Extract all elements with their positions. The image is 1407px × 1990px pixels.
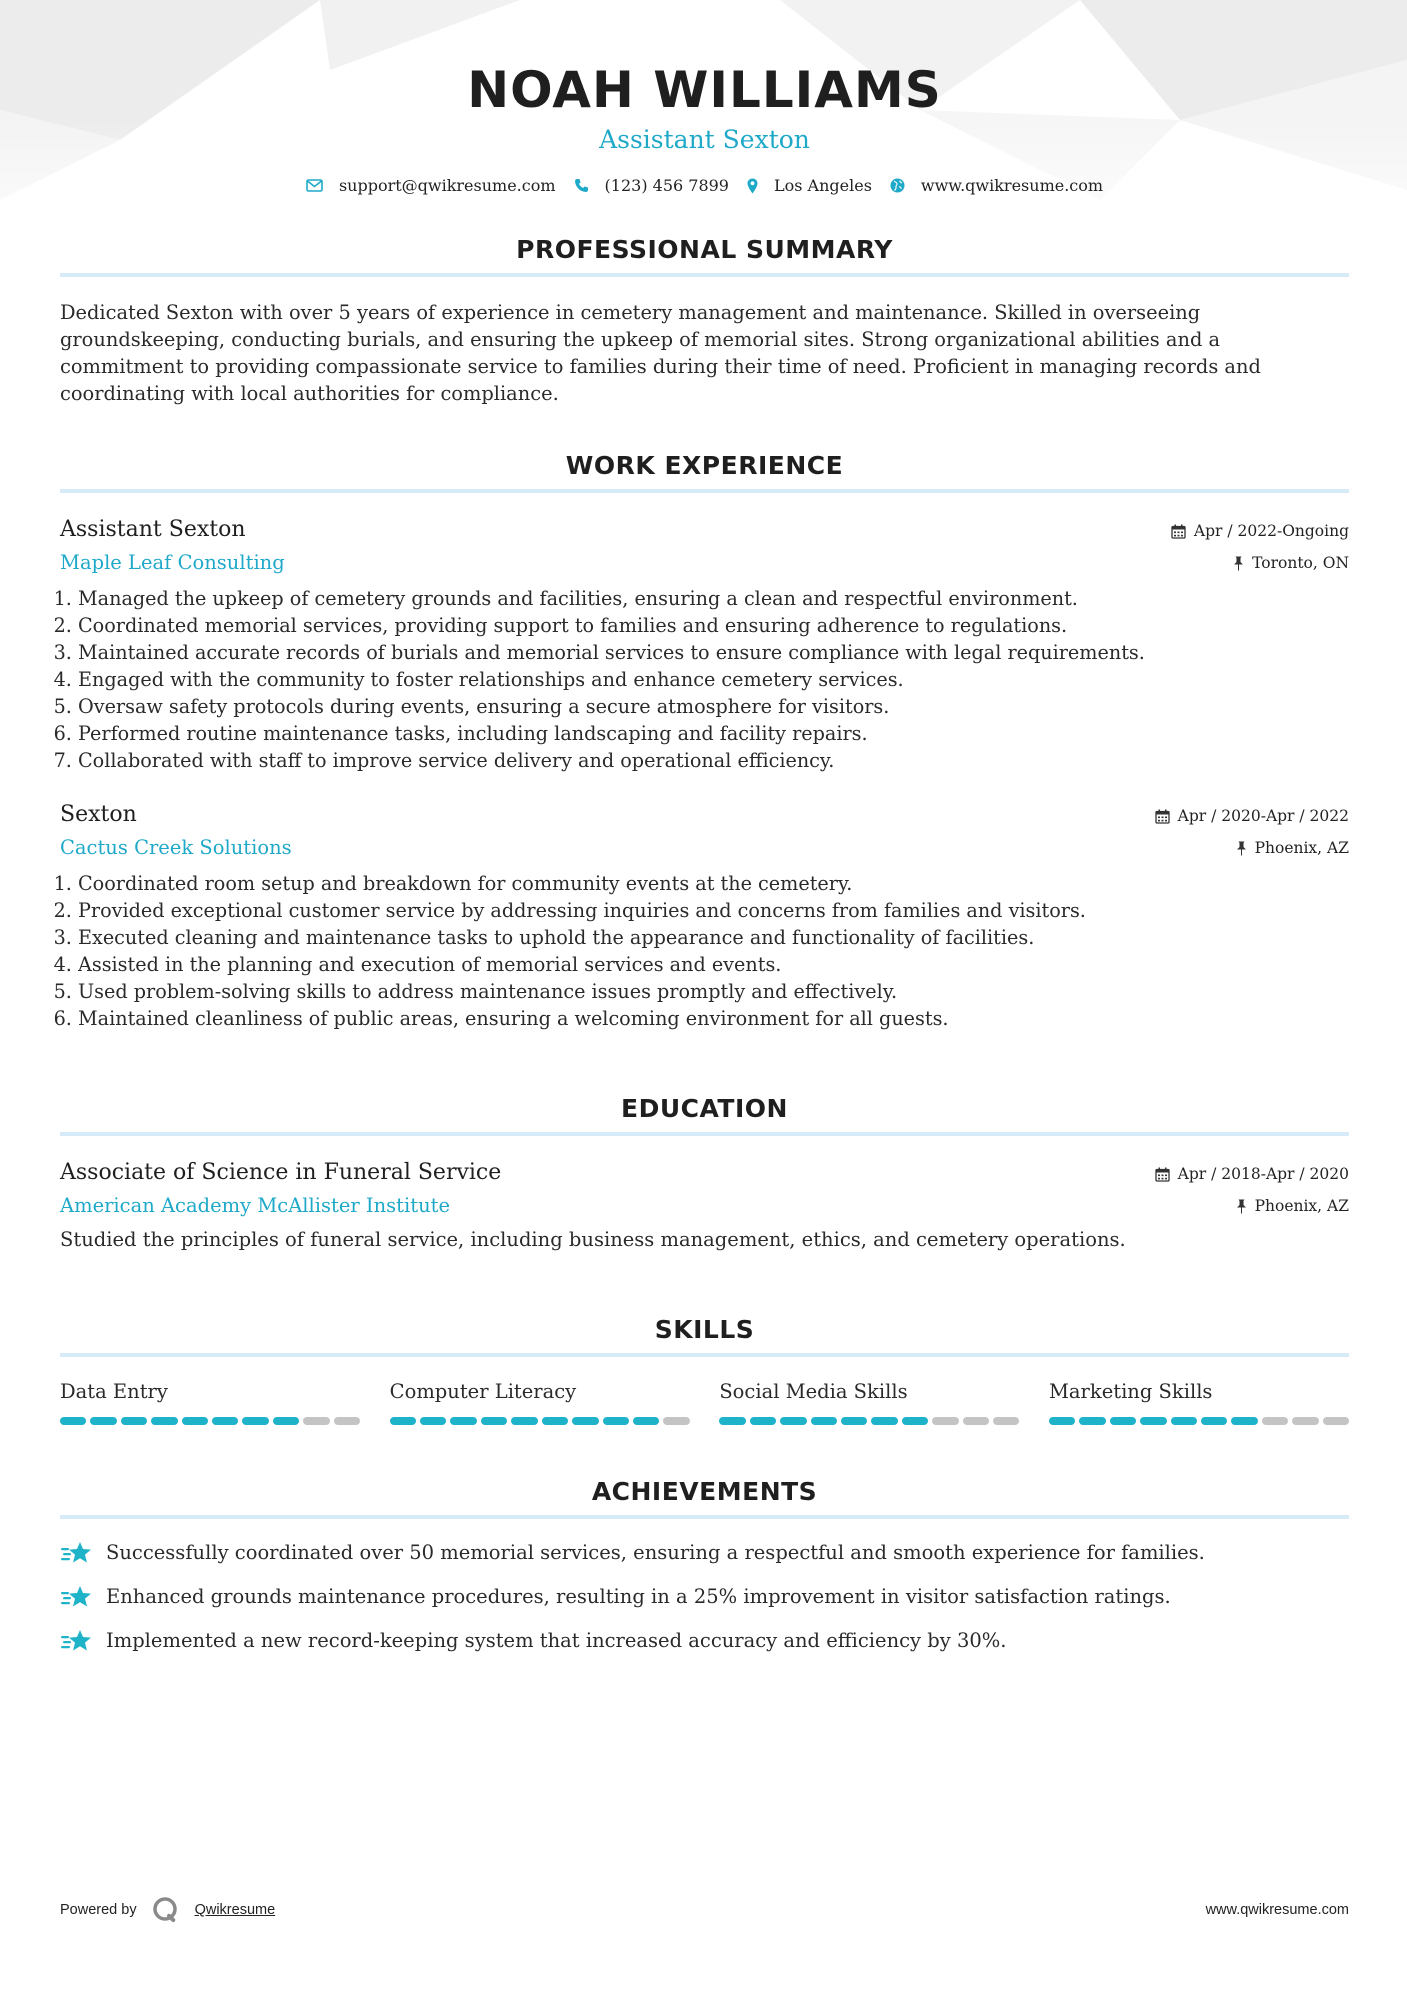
skill-segment-filled <box>212 1417 238 1425</box>
achievement-text: Enhanced grounds maintenance procedures, resulting in a 25% improvement in visitor satisfaction ratings. <box>106 1585 1171 1608</box>
list-item: 4. Engaged with the community to foster relationships and enhance cemetery services. <box>78 666 1349 693</box>
section-divider <box>60 273 1349 277</box>
list-item <box>60 1583 1349 1611</box>
section-divider <box>60 1132 1349 1136</box>
skill-segment-filled <box>780 1417 806 1425</box>
list-item: 2. Coordinated memorial services, providing support to families and ensuring adherence to regulations. <box>78 612 1349 639</box>
powered-by-label: Powered by <box>60 1902 137 1918</box>
skill-segment-empty <box>1292 1417 1318 1425</box>
list-item: 7. Collaborated with staff to improve service delivery and operational efficiency. <box>78 747 1349 774</box>
skill-item <box>719 1379 1019 1425</box>
skill-segment-filled <box>603 1417 629 1425</box>
skill-segment-empty <box>1262 1417 1288 1425</box>
list-item <box>60 1539 1349 1567</box>
resume-header <box>60 0 1349 195</box>
skill-segment-filled <box>182 1417 208 1425</box>
shooting-star-icon <box>60 1584 94 1610</box>
candidate-name: NOAH WILLIAMS <box>467 61 942 119</box>
job-entry <box>60 515 1349 774</box>
summary-text: Dedicated Sexton with over 5 years of experience in cemetery management and maintenance. Skilled in overseeing groundskeeping, conducting burials, and ensuring the upkeep of memorial sites. Strong organizational abilities and a commitment to providing compassionate service to families during their time of need. Proficient in managing records and coordinating with local authorities for compliance. <box>60 301 1261 405</box>
skill-item <box>1049 1379 1349 1425</box>
skill-segment-filled <box>1110 1417 1136 1425</box>
list-item: 2. Provided exceptional customer service by addressing inquiries and concerns from families and visitors. <box>78 897 1349 924</box>
list-item <box>60 1627 1349 1655</box>
skill-segment-filled <box>542 1417 568 1425</box>
contact-location-text: Los Angeles <box>773 176 872 195</box>
achievements-heading: ACHIEVEMENTS <box>591 1477 818 1506</box>
job-location: Phoenix, AZ <box>1254 839 1349 857</box>
contact-phone[interactable] <box>574 176 729 195</box>
skill-segment-filled <box>719 1417 745 1425</box>
education-dates: Apr / 2018-Apr / 2020 <box>1177 1165 1349 1183</box>
skill-name: Social Media Skills <box>719 1380 908 1403</box>
job-dates: Apr / 2022-Ongoing <box>1193 522 1349 540</box>
job-location: Toronto, ON <box>1252 554 1349 572</box>
page-footer <box>60 1895 1349 1925</box>
skills-section <box>60 1313 1349 1425</box>
experience-section <box>60 449 1349 1032</box>
skill-item <box>390 1379 690 1425</box>
calendar-icon <box>1155 809 1170 824</box>
contact-location <box>747 176 872 195</box>
skill-segment-filled <box>242 1417 268 1425</box>
skill-name: Computer Literacy <box>389 1380 577 1403</box>
contact-bar <box>60 176 1349 195</box>
achievement-text: Implemented a new record-keeping system that increased accuracy and efficiency by 30%. <box>106 1629 1007 1652</box>
education-heading: EDUCATION <box>621 1094 788 1123</box>
skill-segment-filled <box>841 1417 867 1425</box>
skill-segment-filled <box>511 1417 537 1425</box>
skill-segment-filled <box>60 1417 86 1425</box>
globe-icon <box>890 178 905 193</box>
skill-rating <box>719 1417 1019 1425</box>
skill-segment-empty <box>663 1417 689 1425</box>
skill-segment-filled <box>121 1417 147 1425</box>
pushpin-icon <box>1236 841 1247 856</box>
job-company: Maple Leaf Consulting <box>60 551 285 574</box>
footer-website[interactable]: www.qwikresume.com <box>1205 1902 1349 1918</box>
skill-segment-filled <box>1231 1417 1257 1425</box>
calendar-icon <box>1155 1167 1170 1182</box>
skill-name: Marketing Skills <box>1048 1380 1213 1403</box>
education-location: Phoenix, AZ <box>1254 1197 1349 1215</box>
skill-segment-filled <box>750 1417 776 1425</box>
section-divider <box>60 489 1349 493</box>
education-description: Studied the principles of funeral service, including business management, ethics, and cemetery operations. <box>60 1228 1126 1251</box>
achievement-text: Successfully coordinated over 50 memorial services, ensuring a respectful and smooth experience for families. <box>106 1541 1205 1564</box>
achievements-list <box>60 1539 1349 1655</box>
skill-segment-filled <box>90 1417 116 1425</box>
job-duties-list <box>60 585 1349 774</box>
education-section <box>60 1092 1349 1253</box>
powered-by <box>60 1895 275 1925</box>
pushpin-icon <box>1233 556 1244 571</box>
skill-rating <box>60 1417 360 1425</box>
list-item: 5. Oversaw safety protocols during events, ensuring a secure atmosphere for visitors. <box>78 693 1349 720</box>
skill-segment-filled <box>633 1417 659 1425</box>
job-entry <box>60 800 1349 1032</box>
shooting-star-icon <box>60 1628 94 1654</box>
skill-segment-filled <box>1079 1417 1105 1425</box>
map-pin-icon <box>747 178 758 194</box>
education-meta <box>1155 1158 1349 1222</box>
skill-segment-filled <box>420 1417 446 1425</box>
job-meta <box>1155 800 1349 864</box>
section-divider <box>60 1515 1349 1519</box>
job-title: Assistant Sexton <box>60 517 246 542</box>
skill-item <box>60 1379 360 1425</box>
skill-segment-filled <box>902 1417 928 1425</box>
experience-heading: WORK EXPERIENCE <box>565 451 844 480</box>
skill-segment-filled <box>1140 1417 1166 1425</box>
list-item: 3. Maintained accurate records of burials and memorial services to ensure compliance with legal requirements. <box>78 639 1349 666</box>
skill-segment-filled <box>390 1417 416 1425</box>
job-meta <box>1171 515 1349 579</box>
skill-name: Data Entry <box>60 1380 168 1403</box>
skill-segment-empty <box>1323 1417 1349 1425</box>
list-item: 4. Assisted in the planning and execution of memorial services and events. <box>78 951 1349 978</box>
education-entry <box>60 1158 1349 1253</box>
job-company: Cactus Creek Solutions <box>60 836 292 859</box>
skill-segment-filled <box>450 1417 476 1425</box>
skills-heading: SKILLS <box>654 1315 755 1344</box>
calendar-icon <box>1171 524 1186 539</box>
contact-phone-text: (123) 456 7899 <box>604 176 729 195</box>
contact-email[interactable] <box>306 176 556 195</box>
skill-segment-empty <box>993 1417 1019 1425</box>
skill-segment-filled <box>151 1417 177 1425</box>
pushpin-icon <box>1236 1199 1247 1214</box>
skill-segment-filled <box>1201 1417 1227 1425</box>
school-name: American Academy McAllister Institute <box>60 1194 451 1217</box>
skills-grid <box>60 1379 1349 1425</box>
skill-segment-empty <box>932 1417 958 1425</box>
shooting-star-icon <box>60 1540 94 1566</box>
contact-website[interactable] <box>890 176 1103 195</box>
summary-section <box>60 233 1349 407</box>
skill-segment-filled <box>871 1417 897 1425</box>
candidate-title: Assistant Sexton <box>599 125 810 154</box>
list-item: 1. Managed the upkeep of cemetery grounds and facilities, ensuring a clean and respectful environment. <box>78 585 1349 612</box>
section-divider <box>60 1353 1349 1357</box>
contact-email-text: support@qwikresume.com <box>338 176 556 195</box>
skill-segment-empty <box>963 1417 989 1425</box>
summary-heading: PROFESSIONAL SUMMARY <box>516 235 893 264</box>
envelope-icon <box>306 179 323 192</box>
skill-segment-filled <box>273 1417 299 1425</box>
contact-website-text: www.qwikresume.com <box>920 176 1104 195</box>
skill-rating <box>1049 1417 1349 1425</box>
list-item: 5. Used problem-solving skills to address maintenance issues promptly and effectively. <box>78 978 1349 1005</box>
skill-segment-filled <box>1171 1417 1197 1425</box>
degree-title: Associate of Science in Funeral Service <box>60 1160 502 1185</box>
phone-icon <box>574 178 589 193</box>
list-item: 6. Performed routine maintenance tasks, including landscaping and facility repairs. <box>78 720 1349 747</box>
list-item: 3. Executed cleaning and maintenance tasks to uphold the appearance and functionality of facilities. <box>78 924 1349 951</box>
job-dates: Apr / 2020-Apr / 2022 <box>1177 807 1349 825</box>
skill-segment-filled <box>481 1417 507 1425</box>
resume-page <box>60 0 1349 1655</box>
list-item: 6. Maintained cleanliness of public areas, ensuring a welcoming environment for all guests. <box>78 1005 1349 1032</box>
qwikresume-logo-icon <box>151 1895 181 1925</box>
qwikresume-link[interactable]: Qwikresume <box>194 1902 276 1918</box>
skill-segment-filled <box>1049 1417 1075 1425</box>
job-title: Sexton <box>60 802 137 827</box>
achievements-section <box>60 1475 1349 1655</box>
skill-segment-empty <box>303 1417 329 1425</box>
list-item: 1. Coordinated room setup and breakdown for community events at the cemetery. <box>78 870 1349 897</box>
skill-segment-filled <box>572 1417 598 1425</box>
skill-segment-filled <box>811 1417 837 1425</box>
skill-segment-empty <box>334 1417 360 1425</box>
skill-rating <box>390 1417 690 1425</box>
job-duties-list <box>60 870 1349 1032</box>
